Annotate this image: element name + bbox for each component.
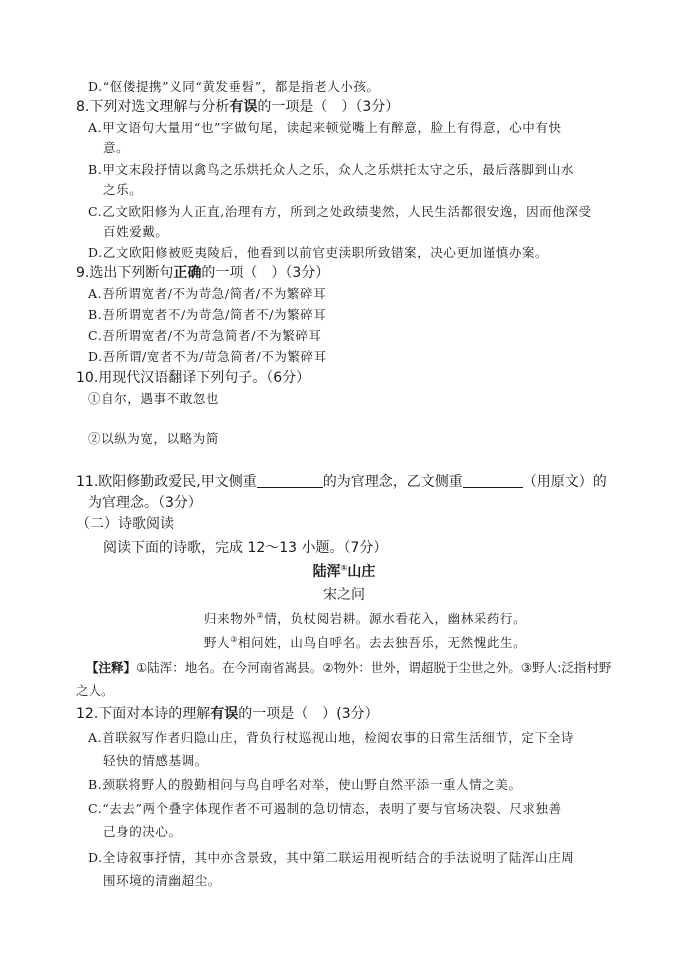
poem-line-1-note: ② — [256, 610, 265, 620]
poem-notes-text: ①陆浑：地名。在今河南省嵩县。②物外：世外，谓超脱于尘世之外。③野人:泛指村野 — [136, 660, 612, 675]
poem-line-2-a: 野人 — [204, 635, 231, 650]
poem-line-2-b: 相问姓，山鸟自呼名。去去独吾乐，无然愧此生。 — [237, 635, 527, 650]
poem-title-b: 山庄 — [347, 564, 376, 580]
poem-author-name: 宋之问 — [323, 587, 365, 603]
q9-option-c: C.吾所谓宽者/不为苛急简者/不为繁碎耳 — [88, 328, 322, 343]
q8-stem-post: 的一项是（ ）（3分） — [257, 99, 400, 115]
poem-notes — [86, 659, 611, 677]
q11-blank-2[interactable] — [463, 473, 523, 488]
q8-option-c-line1: C.乙文欧阳修为人正直,治理有方，所到之处政绩斐然，人民生活都很安逸，因而他深受 — [88, 204, 592, 219]
poem-notes-label: 【注释】 — [86, 660, 137, 675]
poem-notes-line2: 之人。 — [76, 683, 114, 698]
poem-line-1-a: 归来物外 — [204, 611, 257, 626]
q8-option-d: D.乙文欧阳修被贬夷陵后，他看到以前官吏渎职所致错案，决心更加谨慎办案。 — [88, 245, 549, 260]
q12-option-b: B.颈联将野人的殷勤相问与鸟自呼名对举，使山野自然平添一重人情之美。 — [88, 777, 522, 792]
poem-author — [0, 586, 688, 604]
q12-option-c-line1: C.“去去”两个叠字体现作者不可遏制的急切情态，表明了要与官场决裂、尺求独善 — [88, 801, 562, 816]
q7-option-d: D.“伛偻提携”义同“黄发垂髫”，都是指老人小孩。 — [88, 79, 380, 94]
poem-line-2-note: ③ — [230, 634, 238, 644]
poem-title-a: 陆浑 — [312, 564, 341, 580]
q12-stem-post: 的一项是（ ）(3分） — [238, 706, 379, 722]
q8-option-a-line1: A.甲文语句大量用“也”字做句尾，读起来顿觉嘴上有醉意，脸上有得意，心中有快 — [88, 120, 562, 135]
q11-part-c: （用原文）的 — [522, 474, 607, 490]
q8-stem-bold: 有误 — [229, 99, 258, 115]
q8-stem-pre: 8.下列对选文理解与分析 — [76, 99, 230, 115]
q12-option-d-line1: D.全诗叙事抒情，其中亦含景致，其中第二联运用视听结合的手法说明了陆浑山庄周 — [88, 850, 575, 865]
poem-title — [0, 563, 688, 581]
poem-line-1-b: 情，负杖阅岩耕。源水看花入，幽林采药行。 — [264, 611, 527, 626]
q9-stem-post: 的一项（ ）（3分） — [201, 265, 330, 281]
q11-part-b: 的为官理念，乙文侧重 — [322, 474, 463, 490]
q9-stem-bold: 正确 — [173, 265, 202, 281]
q9-option-a: A.吾所谓宽者/不为苛急/简者/不为繁碎耳 — [88, 286, 327, 301]
section-poetry-heading: （二）诗歌阅读 — [76, 516, 174, 532]
q9-stem-pre: 9.选出下列断句 — [76, 265, 174, 281]
q10-sentence-2: ②以纵为宽，以略为简 — [88, 431, 220, 446]
q12-option-c-line2: 己身的决心。 — [103, 824, 182, 839]
q12-option-d-line2: 围环境的清幽超尘。 — [103, 873, 221, 888]
q8-stem — [76, 98, 399, 116]
q11-stem — [76, 473, 607, 491]
q9-option-d: D.吾所谓/宽者不为/苛急简者/不为繁碎耳 — [88, 349, 327, 364]
q11-part-a: 11.欧阳修勤政爱民,甲文侧重 — [76, 474, 257, 490]
q8-option-c-line2: 百姓爱戴。 — [103, 224, 169, 239]
q11-blank-1[interactable] — [257, 473, 323, 488]
q12-stem-pre: 12.下面对本诗的理解 — [76, 706, 211, 722]
q8-option-b-line2: 之乐。 — [103, 182, 143, 197]
q8-option-b-line1: B.甲文末段抒情以禽鸟之乐烘托众人之乐，众人之乐烘托太守之乐，最后落脚到山水 — [88, 162, 574, 177]
q12-option-a-line1: A.首联叙写作者归隐山庄，背负行杖巡视山地，检阅农事的日常生活细节，定下全诗 — [88, 730, 574, 745]
q11-stem-line2: 为官理念。（3分） — [88, 495, 202, 511]
q9-option-b: B.吾所谓宽者不/为苛急/简者不/为繁碎耳 — [88, 307, 327, 322]
q9-stem — [76, 264, 329, 282]
poetry-intro: 阅读下面的诗歌，完成 12～13 小题。（7分） — [103, 540, 388, 556]
poem-title-note: ① — [340, 563, 348, 573]
q10-sentence-1: ①自尔，遇事不敢忽也 — [88, 391, 220, 406]
q12-option-a-line2: 轻快的情感基调。 — [103, 753, 208, 768]
q12-stem-bold: 有误 — [210, 706, 239, 722]
poem-line-1 — [204, 610, 526, 628]
poem-line-2 — [204, 634, 526, 652]
q12-stem — [76, 705, 379, 723]
q8-option-a-line2: 意。 — [103, 140, 130, 155]
q10-stem: 10.用现代汉语翻译下列句子。（6分） — [76, 370, 311, 386]
